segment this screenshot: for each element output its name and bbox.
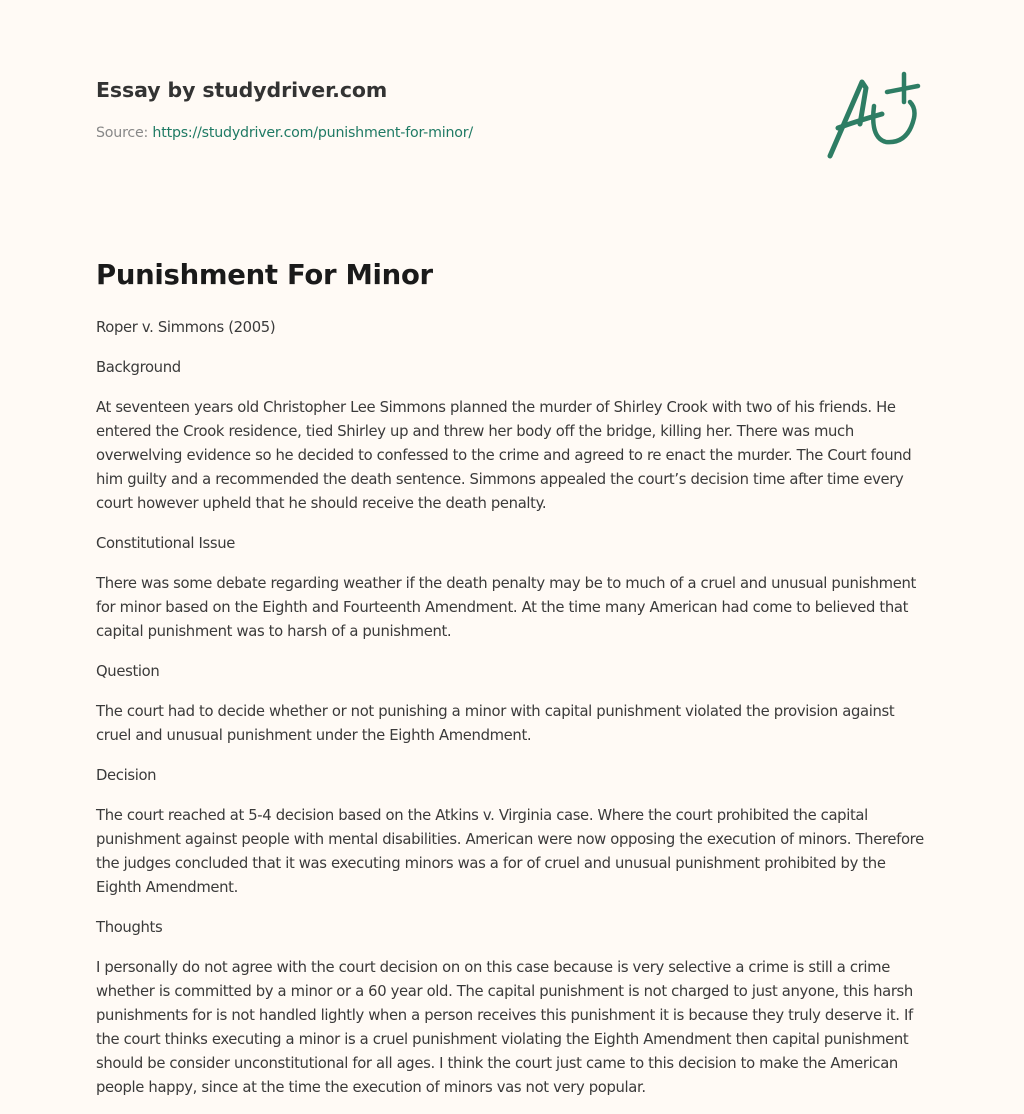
section-heading-constitutional-issue: Constitutional Issue — [96, 535, 236, 552]
page-header — [96, 76, 796, 142]
section-heading-decision: Decision — [96, 767, 157, 784]
paragraph-constitutional-issue: There was some debate regarding weather if the death penalty may be to much of a cruel and unusual punishment for minor based on the Eighth and Fourteenth Amendment. At the time many American had come to believed that capital punishment was to harsh of a punishment. — [96, 575, 916, 640]
section-heading-question: Question — [96, 663, 160, 680]
paragraph-decision: The court reached at 5-4 decision based on the Atkins v. Virginia case. Where the court prohibited the capital punishment against people with mental disabilities. American were now opposing the execution of minors. Therefore the judges concluded that it was executing minors was a for of cruel and unusual punishment prohibited by the Eighth Amendment. — [96, 807, 924, 896]
a-plus-grade-icon — [824, 68, 928, 164]
source-link[interactable]: https://studydriver.com/punishment-for-minor/ — [152, 125, 473, 141]
paragraph-thoughts: I personally do not agree with the court decision on on this case because is very selective a crime is still a crime whether is committed by a minor or a 60 year old. The capital punishment is not charged to just anyone, this harsh punishments for is not handled lightly when a person receives this punishment it is because they truly deserve it. If the court thinks executing a minor is a cruel punishment violating the Eighth Amendment then capital punishment should be consider unconstitutional for all ages. I think the court just came to this decision to make the American people happy, since at the time the execution of minors vas not very popular. — [96, 959, 913, 1096]
paragraph-background: At seventeen years old Christopher Lee Simmons planned the murder of Shirley Crook with two of his friends. He entered the Crook residence, tied Shirley up and threw her body off the bridge, killing her. There was much overwelving evidence so he decided to confessed to the crime and agreed to re enact the murder. The Court found him guilty and a recommended the death sentence. Simmons appealed the court’s decision time after time every court however upheld that he should receive the death penalty. — [96, 399, 912, 512]
essay-title: Punishment For Minor — [96, 259, 433, 291]
source-label: Source: — [96, 125, 149, 141]
section-heading-background: Background — [96, 359, 181, 376]
site-title: Essay by studydriver.com — [96, 78, 388, 102]
paragraph-question: The court had to decide whether or not punishing a minor with capital punishment violated the provision against cruel and unusual punishment under the Eighth Amendment. — [96, 703, 895, 744]
case-citation: Roper v. Simmons (2005) — [96, 319, 276, 336]
section-heading-thoughts: Thoughts — [96, 919, 163, 936]
essay-article — [96, 256, 926, 1100]
source-line — [96, 124, 796, 142]
